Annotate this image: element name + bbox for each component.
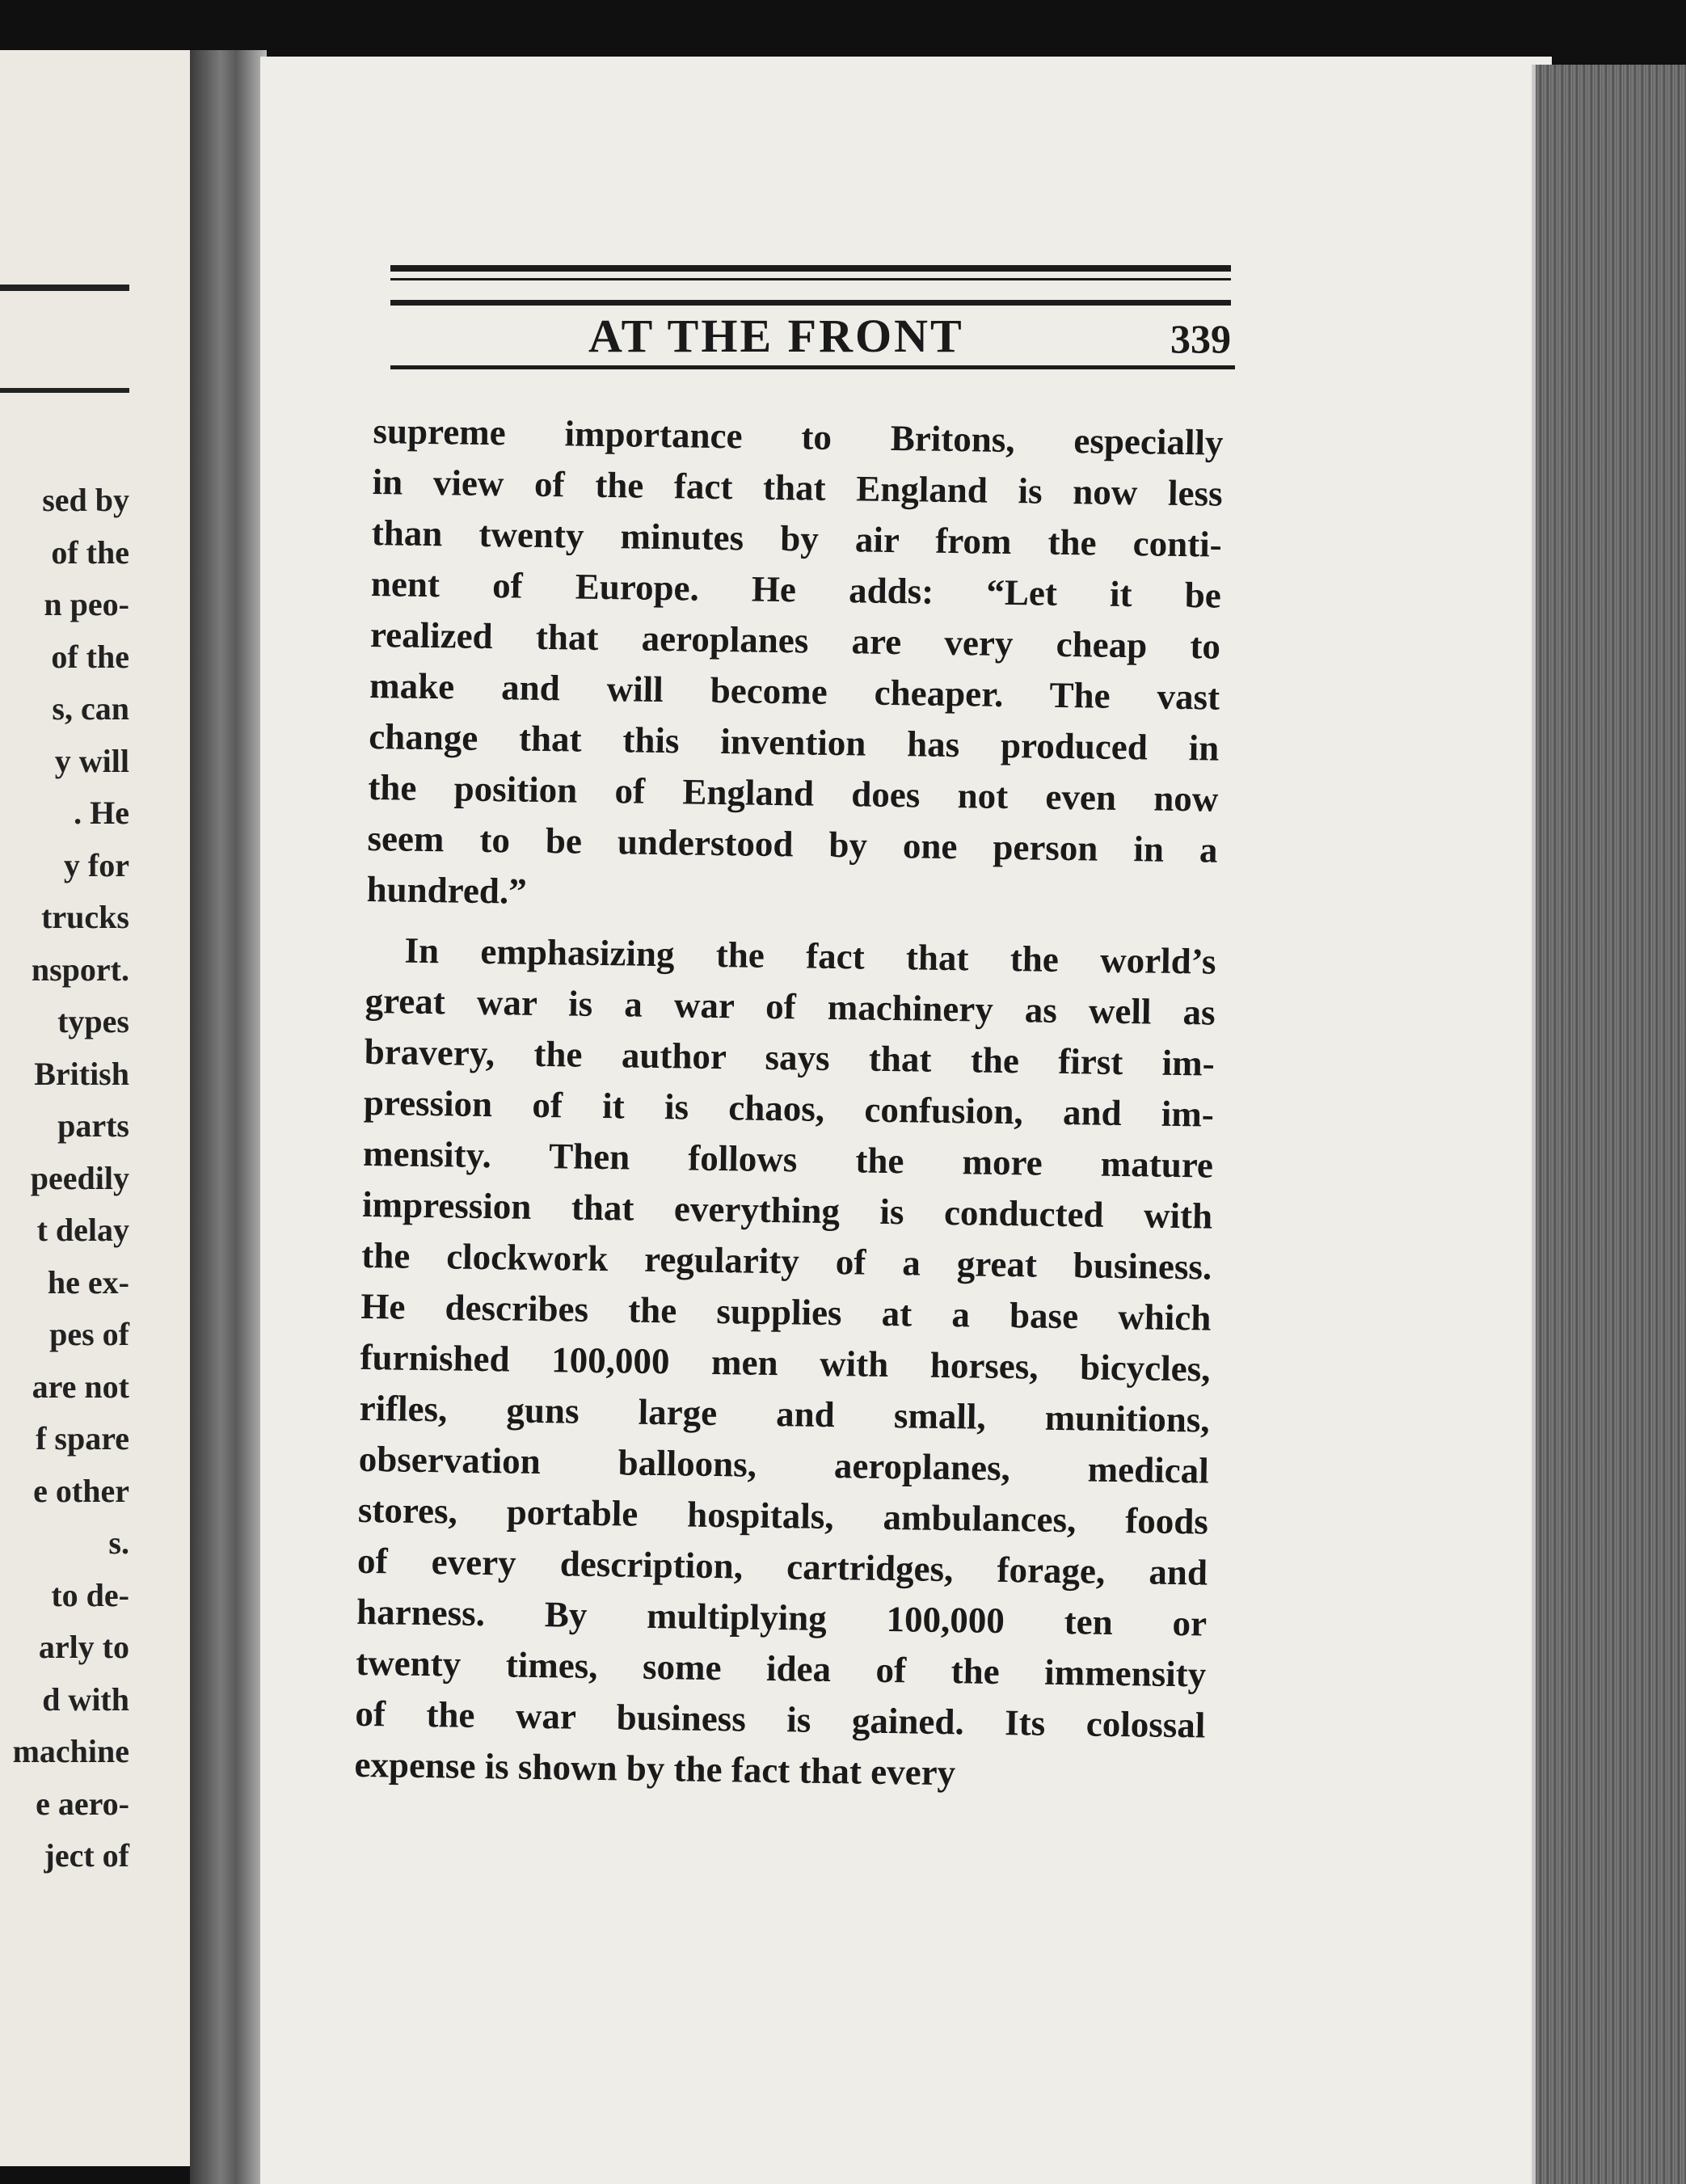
page-number: 339: [1170, 316, 1231, 361]
text-line: He describes the supplies at a base which: [360, 1285, 1212, 1339]
text-line: harness. By multiplying 100,000 ten or: [356, 1591, 1208, 1644]
text-line: than twenty minutes by air from the conti-: [371, 512, 1223, 565]
text-line: bravery, the author says that the first im-: [364, 1031, 1216, 1084]
left-page-line: y for: [63, 846, 129, 883]
left-page-line: e other: [33, 1472, 129, 1509]
text-line: great war is a war of machinery as well as: [365, 980, 1216, 1033]
left-page-line: t delay: [36, 1212, 129, 1248]
header-rule: [390, 278, 1231, 280]
text-line: nent of Europe. He adds: “Let it be: [370, 563, 1222, 616]
text-line: rifles, guns large and small, munitions,: [359, 1387, 1210, 1440]
left-page-line: pes of: [49, 1316, 129, 1352]
body-text: [354, 406, 1224, 1802]
left-page-line: s.: [108, 1524, 129, 1561]
left-page-line: sed by: [42, 482, 129, 518]
book-page-edges: [1536, 65, 1686, 2184]
header-bottom-rule: [390, 365, 1235, 369]
text-line: of the war business is gained. Its colossal: [355, 1693, 1206, 1746]
text-line: hundred.”: [366, 868, 528, 912]
left-page-line: of the: [51, 638, 129, 675]
left-page-line: ject of: [44, 1837, 129, 1874]
left-header-rule: [0, 285, 129, 291]
running-head: AT THE FRONT: [588, 310, 964, 362]
left-page-line: e aero-: [36, 1785, 129, 1822]
left-page-line: s, can: [52, 690, 129, 727]
left-page-line: n peo-: [44, 586, 129, 622]
text-line: expense is shown by the fact that every: [354, 1743, 956, 1794]
text-line: the position of England does not even now: [368, 766, 1219, 820]
header-rule: [390, 265, 1231, 272]
text-line: change that this invention has produced in: [368, 715, 1220, 769]
text-line: observation balloons, aeroplanes, medical: [358, 1438, 1210, 1491]
header-rule: [390, 300, 1231, 306]
text-line: in view of the fact that England is now less: [372, 461, 1223, 514]
left-page-text: [0, 474, 129, 1883]
left-page-line: arly to: [38, 1629, 129, 1665]
text-line: In emphasizing the fact that the world’s: [404, 930, 1216, 982]
text-line: realized that aeroplanes are very cheap to: [369, 613, 1221, 667]
text-line: furnished 100,000 men with horses, bicycles,: [360, 1336, 1211, 1389]
left-page-line: of the: [51, 533, 129, 571]
text-line: of every description, cartridges, forage, and: [356, 1540, 1208, 1593]
left-page-line: British: [34, 1055, 129, 1092]
left-page-line: . He: [74, 795, 129, 831]
left-page-line: are not: [32, 1368, 129, 1405]
left-page-line: f spare: [36, 1420, 129, 1457]
text-line: make and will become cheaper. The vast: [369, 664, 1220, 718]
left-header-rule: [0, 388, 129, 393]
text-line: mensity. Then follows the more mature: [362, 1132, 1214, 1186]
left-page-line: parts: [57, 1107, 129, 1144]
text-line: pression of it is chaos, confusion, and im-: [363, 1081, 1215, 1135]
left-page-line: types: [57, 1003, 129, 1039]
book-gutter: [190, 50, 267, 2184]
left-page-line: peedily: [30, 1159, 129, 1196]
left-page-line: nsport.: [31, 951, 129, 988]
left-page-line: d with: [42, 1680, 129, 1718]
text-line: twenty times, some idea of the immensity: [355, 1642, 1207, 1695]
text-line: stores, portable hospitals, ambulances, foods: [357, 1489, 1209, 1542]
text-line: impression that everything is conducted with: [361, 1183, 1213, 1237]
text-line: seem to be understood by one person in a: [367, 817, 1218, 871]
text-line: supreme importance to Britons, especially: [373, 410, 1224, 463]
text-line: the clockwork regularity of a great business.: [360, 1234, 1212, 1288]
left-page: [0, 50, 200, 2166]
left-page-line: he ex-: [47, 1263, 129, 1301]
left-page-line: machine: [12, 1733, 129, 1769]
left-page-line: y will: [54, 742, 129, 779]
left-page-line: to de-: [51, 1576, 129, 1613]
left-page-line: trucks: [41, 899, 129, 935]
